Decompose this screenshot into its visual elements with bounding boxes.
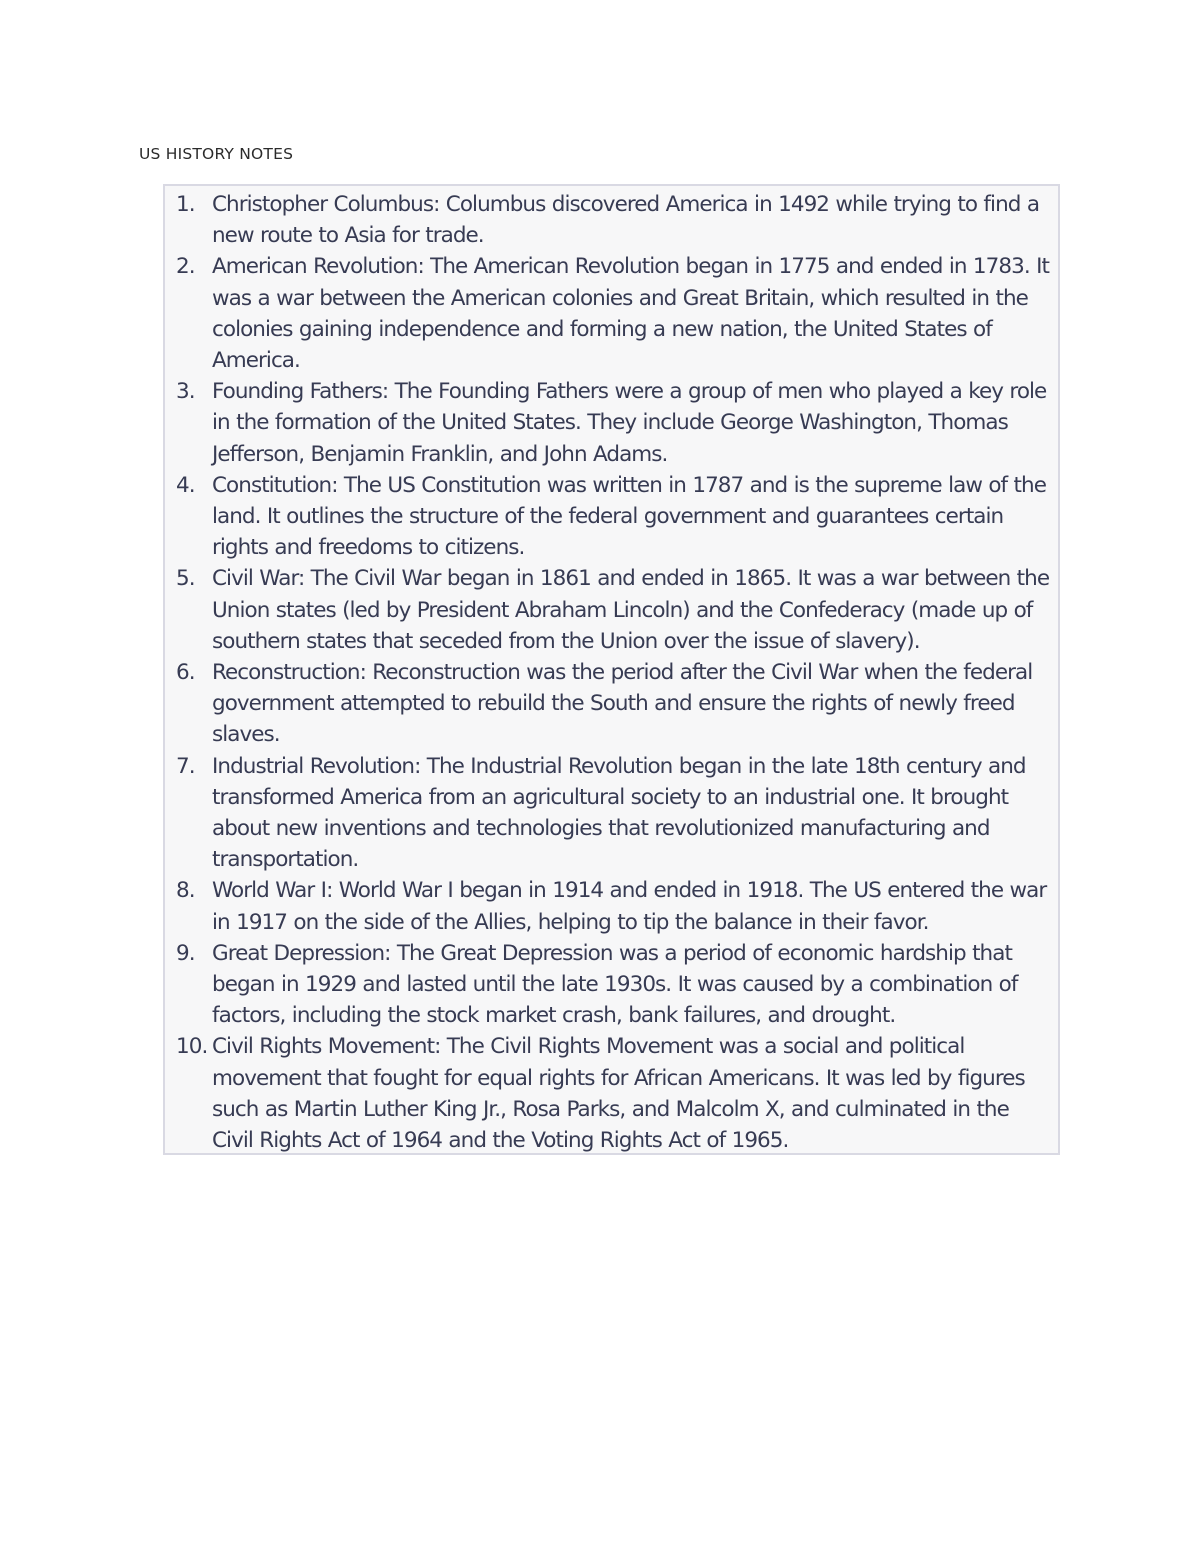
note-number: 1.	[176, 192, 195, 217]
notes-panel	[163, 184, 1060, 1155]
note-text: Christopher Columbus: Columbus discovered America in 1492 while trying to find a new route to Asia for trade.	[212, 192, 1040, 249]
note-number: 4.	[176, 472, 195, 498]
note-number: 10.	[176, 1034, 208, 1060]
note-item	[165, 1031, 1058, 1156]
note-number: 7.	[176, 753, 195, 779]
note-text: American Revolution: The American Revolution began in 1775 and ended in 1783. It was a war between the American colonies and Great Britain, which resulted in the colonies gaining independence and forming a new nation, the United States of America.	[212, 254, 1049, 374]
note-text: Civil War: The Civil War began in 1861 and ended in 1865. It was a war between the Union states (led by President Abraham Lincoln) and the Confederacy (made up of southern states that seceded from the Union over the issue of slavery).	[212, 566, 1050, 654]
note-item	[165, 657, 1058, 751]
note-text: Constitution: The US Constitution was written in 1787 and is the supreme law of the land. It outlines the structure of the federal government and guarantees certain rights and freedoms to citizens.	[212, 472, 1046, 561]
note-number: 9.	[176, 940, 195, 966]
note-item	[165, 470, 1058, 564]
note-item	[165, 938, 1058, 1032]
note-number: 3.	[176, 379, 195, 405]
note-number: 8.	[176, 878, 195, 904]
note-number: 2.	[176, 254, 195, 280]
note-text: Great Depression: The Great Depression was a period of economic hardship that began in 1929 and lasted until the late 1930s. It was caused by a combination of factors, including the stock market crash, bank failures, and drought.	[212, 940, 1018, 1029]
note-number: 5.	[176, 566, 195, 592]
note-item	[165, 875, 1058, 937]
note-text: World War I: World War I began in 1914 and ended in 1918. The US entered the war in 1917 on the side of the Allies, helping to tip the balance in their favor.	[212, 878, 1047, 935]
note-item	[165, 251, 1058, 376]
note-text: Founding Fathers: The Founding Fathers were a group of men who played a key role in the formation of the United States. They include George Washington, Thomas Jefferson, Benjamin Franklin, and John Adams.	[212, 379, 1047, 467]
note-text: Civil Rights Movement: The Civil Rights Movement was a social and political movement that fought for equal rights for African Americans. It was led by figures such as Martin Luther King Jr., Rosa Parks, and Malcolm X, and culminated in the Civil Rights Act of 1964 and the Voting Rights Act of 1965.	[212, 1034, 1025, 1154]
note-text: Reconstruction: Reconstruction was the period after the Civil War when the federal government attempted to rebuild the South and ensure the rights of newly freed slaves.	[212, 660, 1033, 748]
document-title: US HISTORY NOTES	[139, 145, 294, 163]
notes-list	[165, 189, 1058, 1156]
note-item	[165, 189, 1058, 251]
note-number: 6.	[176, 660, 195, 686]
note-item	[165, 751, 1058, 876]
note-item	[165, 563, 1058, 657]
note-text: Industrial Revolution: The Industrial Revolution began in the late 18th century and transformed America from an agricultural society to an industrial one. It brought about new inventions and technologies that revolutionized manufacturing and transportation.	[212, 753, 1026, 873]
note-item	[165, 376, 1058, 470]
